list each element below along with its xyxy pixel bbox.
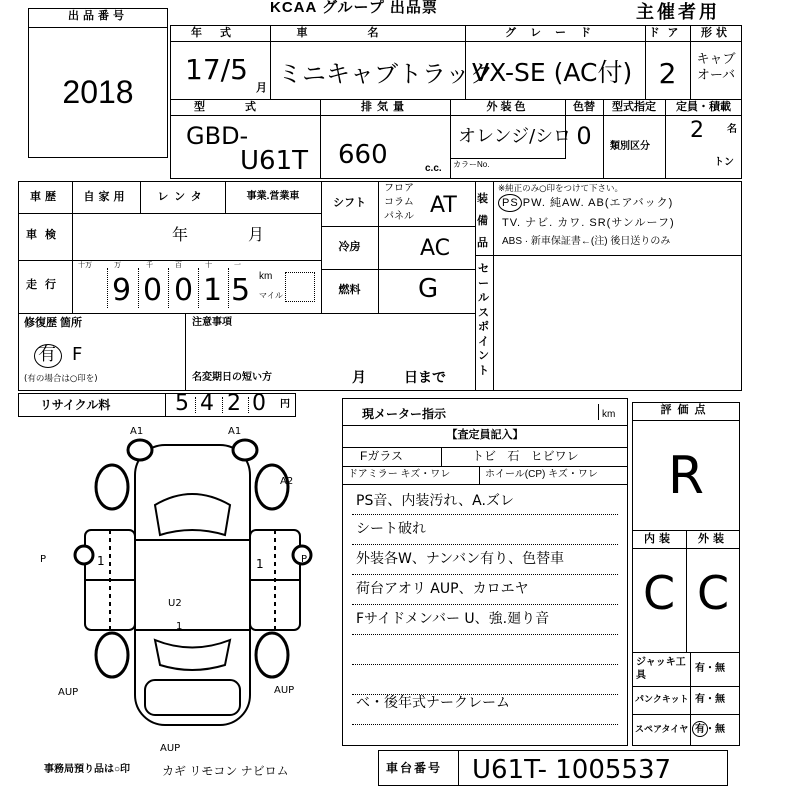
shift-option[interactable]: コラム [384,197,414,208]
lot-number: 2018 [62,74,134,110]
inspection-month-unit: 月 [248,227,265,244]
inspector-note-line: Fサイドメンバー U、強.廻り音 [356,611,550,627]
history-private[interactable]: 自家用 [83,191,129,203]
displacement-value: 660 [338,140,388,170]
spare-tire-label: スペアタイヤ [635,724,689,734]
diagram-mark: 1 [97,554,105,568]
year-month-unit: 月 [256,82,267,94]
history-label: 車歴 [30,191,60,203]
spare-tire-value: 有・無 [695,724,725,735]
displacement-label: 排気量 [361,101,409,113]
recycle-digit: 4 [200,391,214,416]
inspector-note-line: PS音、内装汚れ、A.ズレ [356,493,514,509]
capacity-label: 定員・積載 [676,101,731,113]
year-value: 17/5 [185,53,248,86]
inspector-note-line: シート破れ [356,521,426,537]
diagram-mark: A1 [130,426,144,437]
exterior-label: 外装 [698,533,728,545]
diagram-mark: A1 [228,426,242,437]
group-title: KCAA グループ 出品票 [270,0,438,16]
inspector-note-line: 外装各W、ナンバン有り、色替車 [356,551,565,567]
diagram-mark: AUP [274,685,295,696]
mileage-digit-label: 一 [234,261,241,269]
puncture-kit-value: 有・無 [695,694,725,705]
color-label: 外装色 [486,101,529,113]
mileage-digit: 5 [231,273,251,308]
equipment-note: ※純正のみ○印をつけて下さい。 [498,184,624,194]
capacity-value: 2 [690,118,704,143]
caution-label: 注意事項 [192,317,232,328]
sales-point-label: セールスポイント [478,263,489,377]
mileage-digit-label: 十 [205,261,212,269]
mileage-digit-label: 万 [114,261,121,269]
diagram-mark: P [301,554,308,565]
mileage-mile-unit: マイル [259,291,283,300]
repair-location: F [72,344,83,365]
inspector-note-line: ベ・後年式ナークレーム [356,695,510,711]
interior-value: C [642,566,676,620]
doors-label: ドア [648,27,687,39]
diagram-mark: 1 [176,621,183,632]
mileage-digit-label: 十万 [78,261,92,269]
glass-label: Fガラス [360,449,403,463]
model-name-value: ミニキャブトラック [278,60,494,88]
inspection-year-unit: 年 [172,227,189,244]
equipment-line-1: PS PW. 純AW. AB(エアバック) [502,197,674,209]
fuel-value: G [418,274,439,304]
meter-unit: km [602,409,616,420]
footer-note: 事務局預り品は○印 [44,764,131,775]
grade-label: グレード [505,27,605,39]
diagram-mark: 1 [256,557,264,571]
jack-value: 有・無 [695,663,725,674]
mileage-label: 走行 [26,279,64,291]
diagram-mark: A2 [280,476,294,487]
type-designation-label: 型式指定 [612,101,656,113]
mileage-km-unit: km [259,271,273,282]
registration-label: 名変期日の短い方 [192,372,272,383]
fuel-label: 燃料 [338,284,361,296]
evaluation-score: R [667,446,705,506]
color-change-label: 色替 [573,101,595,113]
recycle-label: リサイクル料 [40,398,111,412]
inspector-note-line: 荷台アオリ AUP、カロエヤ [356,581,529,597]
class-division-label: 類別区分 [610,141,650,152]
inspector-entry-title: 【査定員記入】 [446,429,524,441]
ac-value: AC [420,236,451,261]
type-label: 型式 [194,101,296,113]
model-name-label: 車名 [296,27,439,39]
chassis-label: 車台番号 [386,761,443,775]
equipment-line-2: TV. ナビ. カワ. SR(サンルーフ) [502,217,675,229]
mileage-digit: 0 [143,273,163,308]
evaluation-label: 評価点 [660,404,712,416]
type-value: U61T [240,146,308,176]
registration-day: 日まで [404,369,446,385]
diagram-mark: AUP [160,743,181,754]
car-damage-diagram [40,425,340,755]
inspection-label: 車検 [26,229,64,241]
capacity-persons-unit: 名 [727,124,737,135]
recycle-unit: 円 [280,399,290,410]
shift-label: シフト [333,197,366,209]
type-prefix-value: GBD- [186,122,249,150]
jack-label: ジャッキ工具 [636,657,686,681]
recycle-digit: 0 [252,391,266,416]
repair-value: 有 [38,344,56,365]
mileage-digit-label: 百 [175,261,182,269]
color-change-value: 0 [576,122,592,150]
grade-value: VX-SE (AC付) [472,58,633,87]
cc-unit: c.c. [425,163,442,174]
diagram-mark: AUP [58,687,79,698]
glass-options: トビ 石 ヒビワレ [472,449,579,463]
mileage-digit: 9 [112,273,132,308]
shift-option[interactable]: フロア [384,183,414,194]
mileage-digit-label: 千 [146,261,153,269]
color-no-label: カラーNo. [453,160,490,169]
color-value: オレンジ/シロ [458,126,572,147]
footer-items: カギ リモコン ナビロム [162,764,289,778]
capacity-ton-unit: トン [714,157,734,168]
mirror-label: ドアミラー キズ・ワレ [348,469,451,480]
shift-option[interactable]: パネル [384,211,414,222]
diagram-mark: P [40,554,47,565]
lot-number-label: 出品番号 [68,10,128,22]
year-label: 年式 [191,27,249,39]
repair-label: 修復歴 箇所 [24,317,83,329]
doors-value: 2 [658,57,677,90]
diagram-mark: U2 [168,598,182,609]
wheel-label: ホイール(CP) キズ・ワレ [485,469,598,480]
meter-label: 現メーター指示 [362,407,447,421]
mileage-digit: 0 [174,273,194,308]
chassis-value: U61T- 1005537 [472,755,672,785]
recycle-digit: 2 [227,391,241,416]
equipment-label: 装備品 [477,193,488,249]
registration-month: 月 [352,369,366,385]
organizer-label: 主催者用 [636,2,720,22]
exterior-value: C [696,566,730,620]
repair-note: (有の場合は○印を) [24,374,98,384]
interior-label: 内装 [644,533,674,545]
history-business[interactable]: 事業.営業車 [246,191,300,202]
puncture-kit-label: パンクキット [635,694,689,704]
recycle-digit: 5 [175,391,189,416]
mileage-digit: 1 [203,273,223,308]
shift-value: AT [430,193,457,218]
equipment-line-3: ABS · 新車保証書←(注) 後日送りのみ [502,236,671,247]
history-rental[interactable]: レンタ [157,191,208,203]
shape-value: キャブオーバ [696,52,736,83]
ac-label: 冷房 [338,241,361,253]
shape-label: 形状 [701,27,731,39]
